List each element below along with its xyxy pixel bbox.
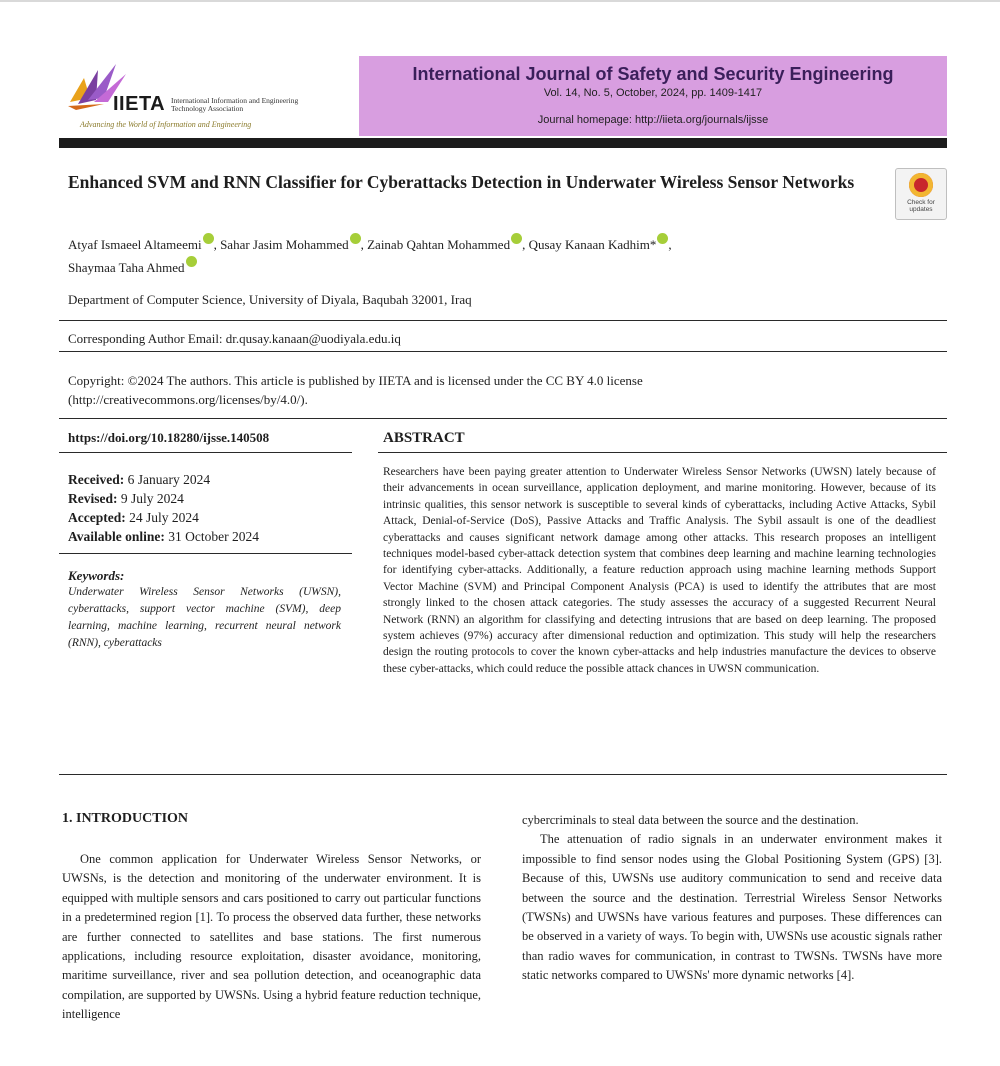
revised-date: 9 July 2024 [120, 491, 184, 506]
author-name[interactable]: Atyaf Ismaeel Altameemi [68, 237, 202, 252]
divider-line [59, 774, 947, 775]
paragraph: One common application for Underwater Wireless Sensor Networks, or UWSNs, is the detection and monitoring of the underwater environment. It is equipped with multiple sensors and cars positioned to carry out particular functions in a predetermined region [1]. To process the observed data further, these networks are further connected to satellites and base stations. The first numerous applications, including resource exploitation, disaster avoidance, monitoring, maritime surveillance, river and sea pollution detection, and oceanographic data compilation, are supported by UWSNs. Using a hybrid feature reduction technique, intelligence [62, 852, 481, 1022]
accepted-date: 24 July 2024 [129, 510, 199, 525]
journal-volume: Vol. 14, No. 5, October, 2024, pp. 1409-1417 [543, 87, 763, 99]
copyright-line: Copyright: ©2024 The authors. This article is published by IIETA and is licensed under the CC BY 4.0 license [68, 373, 643, 388]
author-name[interactable]: Qusay Kanaan Kadhim* [528, 237, 657, 252]
check-updates-label: Check for updates [907, 199, 935, 213]
divider-line [59, 553, 352, 554]
author-name[interactable]: Shaymaa Taha Ahmed [68, 260, 185, 275]
publisher-brand: IIETA [113, 93, 166, 115]
keywords-list: Underwater Wireless Sensor Networks (UWSN), cyberattacks, support vector machine (SVM), deep learning, machine learning, recurrent neural network (RNN), cyberattacks [68, 586, 341, 649]
license-link[interactable]: (http://creativecommons.org/licenses/by/4.0/). [68, 392, 308, 407]
received-date: 6 January 2024 [127, 472, 211, 487]
orcid-icon[interactable] [186, 256, 197, 267]
paragraph: cybercriminals to steal data between the source and the destination. [522, 813, 859, 827]
body-column-right [522, 811, 942, 986]
check-for-updates-button[interactable] [895, 168, 947, 220]
paragraph: The attenuation of radio signals in an underwater environment makes it impossible to find sensor nodes using the Global Positioning System (GPS) [3]. Because of this, UWSNs use auditory communication to send and receive data between the source and the destination. Terrestrial Wireless Sensor Networks (TWSNs) and UWSNs have various features and purposes. These differences can be observed in a variety of ways. To begin with, UWSNs use acoustic signals rather than radio waves for communication, in contrast to TWSNs. TWSNs have more static networks compared to UWSNs' more dynamic networks [4]. [522, 832, 942, 983]
received-label: Received: [68, 472, 125, 487]
online-label: Available online: [68, 529, 165, 544]
orcid-icon[interactable] [511, 233, 522, 244]
top-border [0, 0, 1000, 2]
divider-line [378, 452, 947, 453]
author-name[interactable]: Zainab Qahtan Mohammed [367, 237, 511, 252]
check-updates-icon [909, 173, 933, 197]
corresponding-email[interactable]: Corresponding Author Email: dr.qusay.kanaan@uodiyala.edu.iq [68, 331, 401, 346]
orcid-icon[interactable] [657, 233, 668, 244]
publisher-tagline: Advancing the World of Information and Engineering [80, 120, 252, 129]
journal-header-box [359, 56, 947, 136]
author-list: Atyaf Ismaeel Altameemi , Sahar Jasim Mohammed , Zainab Qahtan Mohammed , Qusay Kanaan Kadhim* , Shaymaa Taha Ahmed [68, 233, 898, 279]
section-heading: 1. INTRODUCTION [62, 811, 189, 826]
body-column-left [62, 850, 481, 1025]
abstract-heading: ABSTRACT [383, 430, 465, 446]
divider-line [59, 320, 947, 321]
journal-title: International Journal of Safety and Security Engineering [412, 64, 894, 84]
paper-title: Enhanced SVM and RNN Classifier for Cyberattacks Detection in Underwater Wireless Sensor Networks [68, 172, 855, 192]
orcid-icon[interactable] [203, 233, 214, 244]
divider-line [59, 452, 352, 453]
author-name[interactable]: Sahar Jasim Mohammed [220, 237, 349, 252]
revised-label: Revised: [68, 491, 118, 506]
abstract-text: Researchers have been paying greater attention to Underwater Wireless Sensor Networks (UWSN) lately because of their advancements in ocean surveillance, application deployment, and marine monitoring. However, because of its intrinsic qualities, this sensor network is susceptible to several kinds of cyberattacks, including Active Attacks, Sybil Attack, Denial-of-Service (DoS), Passive Attacks and Traffic Analysis. The Sybil assault is one of the deadliest cyberattacks and causes significant network damage among other attacks. This research proposes an intelligent techniques model-based cyber-attack detection system that combines deep learning and machine learning technologies for identifying cyber-attacks. Additionally, a feature reduction approach using machine learning methods Support Vector Machine (SVM) and Principal Component Analysis (PCA) is used to identify the attributes that are most strongly linked to the chosen attack categories. The study assesses the accuracy of a suggested Recurrent Neural Network (RNN) an algorithm for classifying and detecting intrusions that are based on deep learning. The proposed system achieves (97%) accuracy after dimensional reduction and optimization. This study will help the researchers design the routing protocols to cover the known cyber-attacks and help industries manufacture the devices to observe these cyber-attacks, which could reduce the possible attack chances in UWSN communication. [383, 466, 936, 675]
article-dates [68, 470, 259, 546]
orcid-icon[interactable] [350, 233, 361, 244]
publisher-org: International Information and Engineering Technology Association [171, 96, 299, 113]
accepted-label: Accepted: [68, 510, 126, 525]
copyright-notice [68, 371, 868, 409]
header-divider-bar [59, 138, 947, 148]
divider-line [59, 351, 947, 352]
keywords-heading: Keywords: [68, 568, 125, 583]
online-date: 31 October 2024 [168, 529, 259, 544]
doi-link[interactable]: https://doi.org/10.18280/ijsse.140508 [68, 430, 270, 445]
divider-line [59, 418, 947, 419]
affiliation: Department of Computer Science, University of Diyala, Baqubah 32001, Iraq [68, 292, 472, 307]
journal-homepage-link[interactable]: Journal homepage: http://iieta.org/journals/ijsse [537, 114, 769, 126]
